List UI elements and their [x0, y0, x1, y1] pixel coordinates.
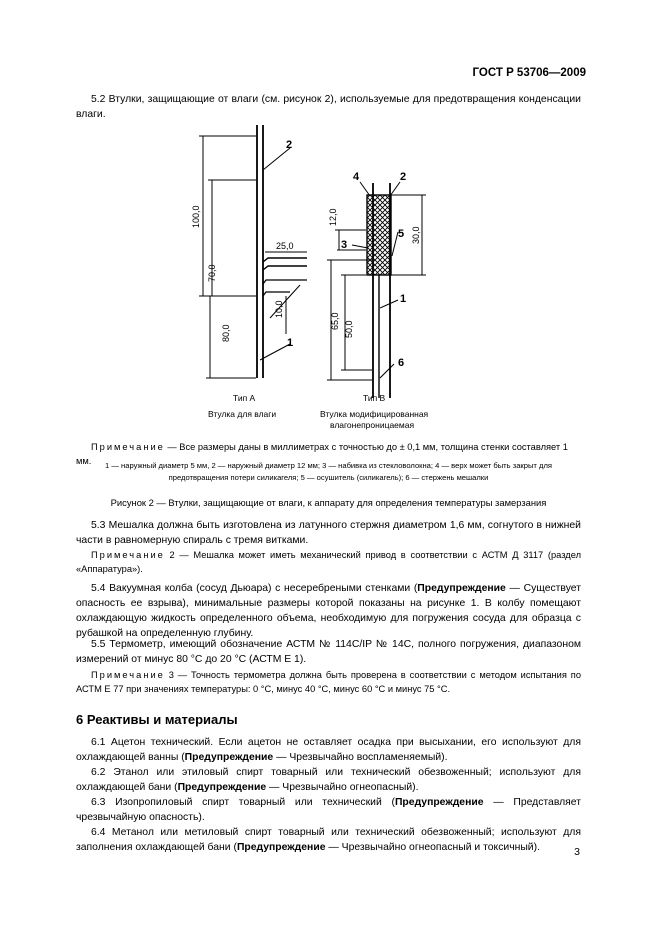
dim-10: 10,0 — [274, 300, 284, 318]
dim-50: 50,0 — [344, 320, 354, 338]
warning-label: Предупреждение — [417, 583, 506, 594]
callout-2-b: 2 — [400, 171, 407, 183]
label-a: Втулка для влаги — [208, 409, 277, 419]
dim-80: 80,0 — [221, 324, 231, 342]
callout-5: 5 — [398, 228, 405, 240]
callout-4: 4 — [353, 171, 360, 183]
type-b-desiccant-packing — [367, 195, 391, 275]
dim-65: 65,0 — [330, 312, 340, 330]
warning-label: Предупреждение — [177, 782, 267, 793]
figure-caption: Рисунок 2 — Втулки, защищающие от влаги, к аппарату для определения температуры замерзания — [110, 497, 547, 508]
note-3-label: Примечание — [91, 670, 165, 680]
type-b-label: Тип В — [363, 393, 386, 403]
warning-label: Предупреждение — [394, 797, 484, 808]
figure-legend: 1 — наружный диаметр 5 мм, 2 — наружный диаметр 12 мм; 3 — набивка из стекловолокна; 4 — верх может быть закрыт для предотвращения потери силикагеля; 5 — осушитель (силикагель); 6 — стержень мешалки — [105, 461, 552, 482]
paragraph-6-3: 6.3 Изопропиловый спирт товарный или технический (Предупреждение — Представляет чрезвычайную опасность). — [76, 797, 581, 823]
note-2 — [76, 548, 581, 576]
type-a-label: Тип А — [233, 393, 256, 403]
paragraph-5-3: 5.3 Мешалка должна быть изготовлена из латунного стержня диаметром 1,6 мм, согнутого в нижней части в равномерную спираль с тремя витками. — [76, 520, 581, 546]
label-b2: влагонепроницаемая — [330, 420, 415, 430]
section-6-heading: 6 Реактивы и материалы — [76, 712, 238, 727]
paragraph-6-4: 6.4 Метанол или метиловый спирт товарный или технический обезвоженный; используют для заполнения охлаждающей бани (Предупреждение — Чрезвычайно огнеопасный и токсичный). — [76, 827, 581, 853]
page-number: 3 — [574, 846, 580, 858]
warning-label: Предупреждение — [184, 752, 274, 763]
note-3-text: 3 — Точность термометра должна быть проверена в соответствии с методом испытания по АСТМ Е 77 при значениях температуры: 0 °С, минус 40 °С, минус 60 °С и минус 75 °С. — [76, 670, 581, 694]
dim-100: 100,0 — [191, 205, 201, 228]
paragraph-5-5: 5.5 Термометр, имеющий обозначение АСТМ № 114С/IP № 14С, полного погружения, диапазоном измерений от минус 80 °С до 20 °С (АСТМ Е 1). — [76, 639, 581, 665]
callout-6: 6 — [398, 357, 405, 369]
dim-12: 12,0 — [328, 208, 338, 226]
note-2-label: Примечание — [91, 550, 165, 560]
note-1-label: Примечание — [91, 442, 165, 452]
callout-2-a: 2 — [286, 139, 293, 151]
note-1-text: — Все размеры даны в миллиметрах с точностью до ± 0,1 мм, толщина стенки составляет 1 мм. — [76, 442, 568, 466]
figure-2-diagram — [0, 0, 661, 440]
note-2-text: 2 — Мешалка может иметь механический привод в соответствии с АСТМ Д 3117 (раздел «Аппаратура»). — [76, 550, 581, 574]
callout-3: 3 — [341, 239, 348, 251]
paragraph-5-4: 5.4 Вакуумная колба (сосуд Дьюара) с несеребреными стенками (Предупреждение — Существует опасность ее взрыва), минимальные размеры которой показаны на рисунке 1. В колбу помещают охлаждающую жидкость определенного объема, необходимую для погружения сосуда для образца с рубашкой на определенную глубину. — [76, 583, 581, 639]
note-3 — [76, 668, 581, 696]
callout-1-b: 1 — [400, 293, 407, 305]
document-code: ГОСТ Р 53706—2009 — [472, 67, 586, 79]
warning-label: Предупреждение — [236, 842, 326, 853]
paragraph-5-2: 5.2 Втулки, защищающие от влаги (см. рисунок 2), используемые для предотвращения конденсации влаги. — [76, 94, 581, 120]
label-b1: Втулка модифицированная — [320, 409, 429, 419]
dim-70: 70,0 — [207, 264, 217, 282]
paragraph-6-2: 6.2 Этанол или этиловый спирт товарный или технический обезвоженный; используют для охлаждающей бани (Предупреждение — Чрезвычайно огнеопасный). — [76, 767, 581, 793]
paragraph-6-1: 6.1 Ацетон технический. Если ацетон не оставляет осадка при высыхании, его используют для охлаждающей ванны (Предупреждение — Чрезвычайно воспламеняемый). — [76, 737, 581, 763]
callout-1-a: 1 — [287, 337, 294, 349]
dim-30: 30,0 — [411, 226, 421, 244]
dim-25: 25,0 — [276, 241, 294, 251]
